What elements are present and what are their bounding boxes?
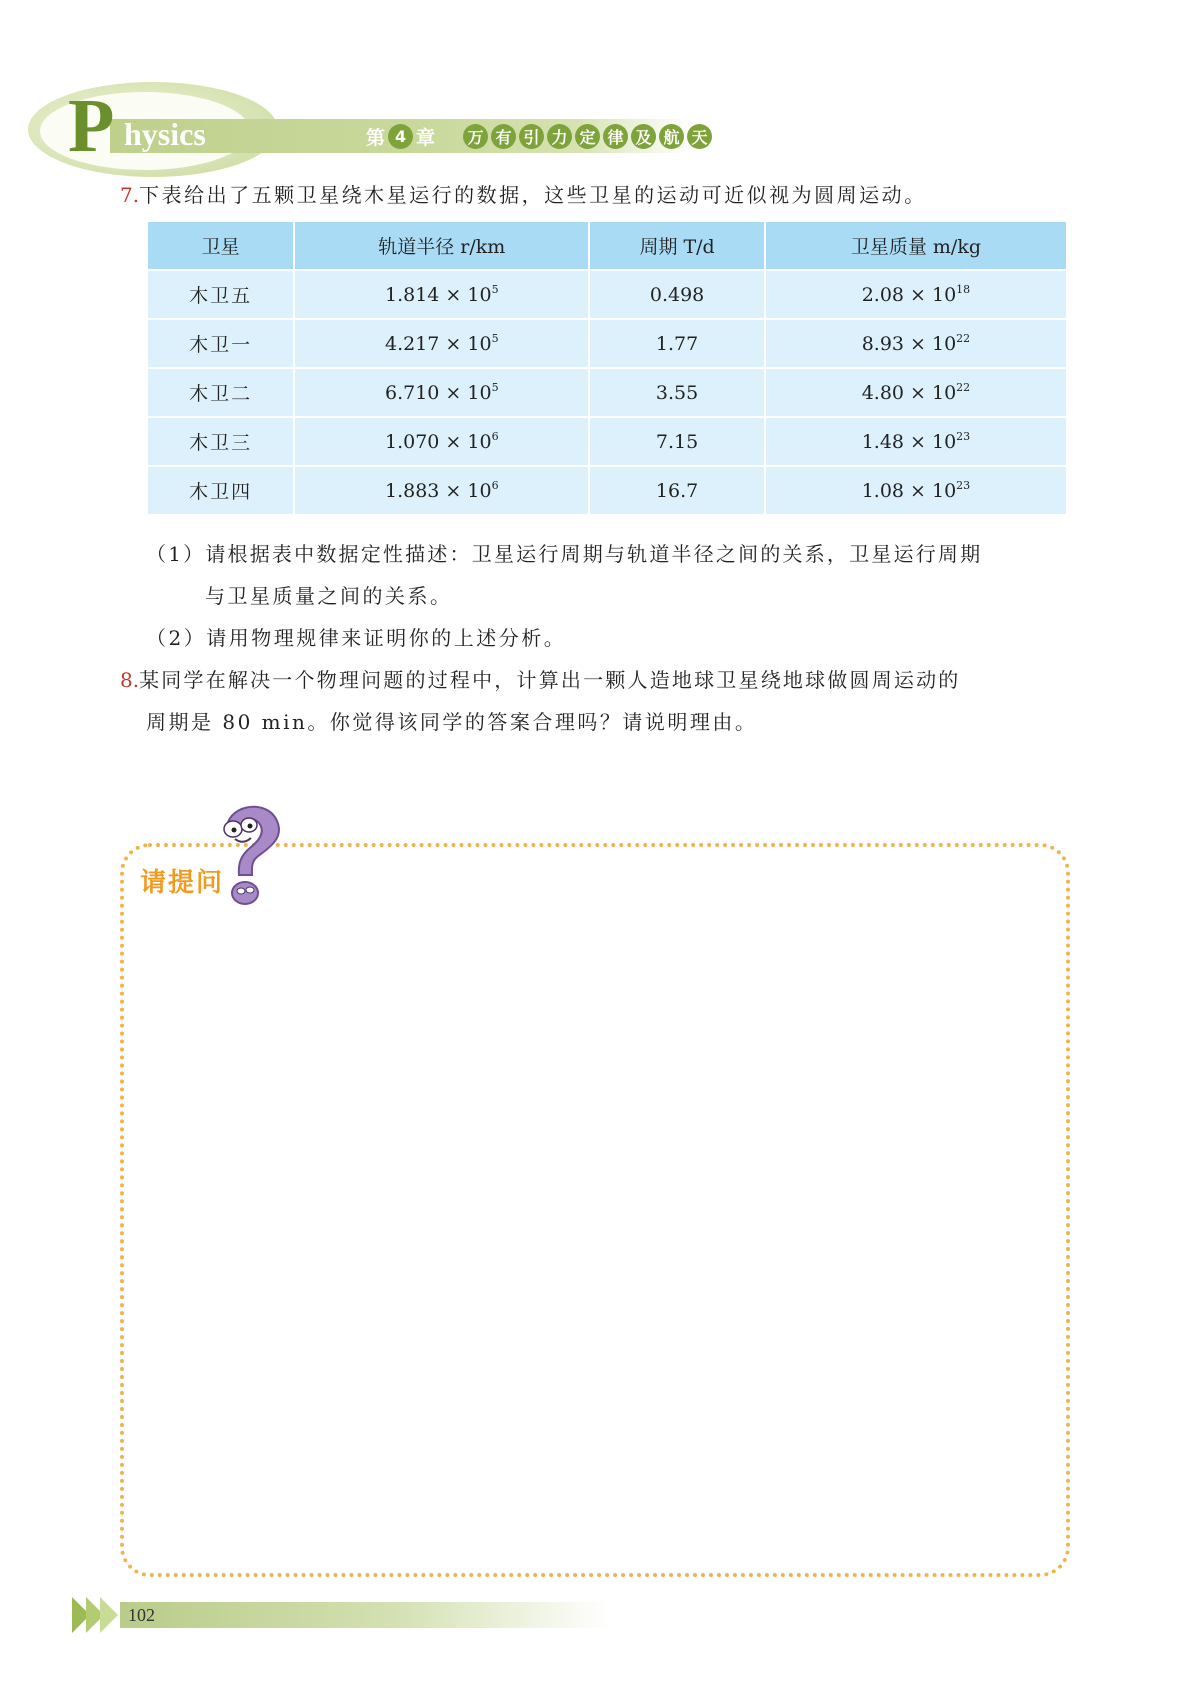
footer-band (120, 1602, 610, 1628)
satellite-name: 木卫五 (148, 271, 293, 318)
satellite-mass: $1.08 \times 10^{23}$ (766, 467, 1066, 514)
table-header-cell: 轨道半径 r/km (295, 222, 588, 269)
satellite-mass: $4.80 \times 10^{22}$ (766, 369, 1066, 416)
ask-question-box (120, 843, 1070, 1577)
logo-text: hysics (124, 116, 206, 152)
orbit-period: 0.498 (590, 271, 764, 318)
orbit-period: 7.15 (590, 418, 764, 465)
chapter-heading (366, 122, 712, 150)
orbit-radius: $4.217 \times 10^5$ (295, 320, 588, 367)
table-row (148, 271, 1066, 318)
chapter-title-char: 律 (603, 124, 628, 149)
table-header-cell: 卫星 (148, 222, 293, 269)
orbit-radius: $6.710 \times 10^5$ (295, 369, 588, 416)
logo-letter: P (68, 84, 115, 168)
question-mark-mascot-icon (205, 795, 295, 907)
chapter-title-char: 引 (519, 124, 544, 149)
orbit-radius: $1.070 \times 10^6$ (295, 418, 588, 465)
question-7 (120, 181, 927, 209)
table-header-row (148, 222, 1066, 269)
orbit-period: 16.7 (590, 467, 764, 514)
question-number: 8. (120, 668, 140, 692)
satellite-name: 木卫四 (148, 467, 293, 514)
ask-question-label: 请提问 (136, 862, 228, 899)
satellite-name: 木卫二 (148, 369, 293, 416)
chapter-title-char: 定 (575, 124, 600, 149)
orbit-radius: $1.883 \times 10^6$ (295, 467, 588, 514)
table-row (148, 369, 1066, 416)
satellite-mass: $1.48 \times 10^{23}$ (766, 418, 1066, 465)
page-number: 102 (128, 1605, 155, 1625)
question-7-part-2: （2）请用物理规律来证明你的上述分析。 (146, 626, 567, 650)
question-number: 7. (120, 183, 140, 207)
chapter-title-char: 航 (659, 124, 684, 149)
table-header-cell: 周期 T/d (590, 222, 764, 269)
orbit-period: 1.77 (590, 320, 764, 367)
table-row (148, 320, 1066, 367)
chapter-number: 4 (388, 124, 413, 149)
chapter-title-char: 力 (547, 124, 572, 149)
satellite-mass: $2.08 \times 10^{18}$ (766, 271, 1066, 318)
question-text: 下表给出了五颗卫星绕木星运行的数据，这些卫星的运动可近似视为圆周运动。 (139, 183, 927, 207)
question-7-part-1: （1）请根据表中数据定性描述：卫星运行周期与轨道半径之间的关系，卫星运行周期 (146, 542, 983, 566)
chapter-title-char: 万 (463, 124, 488, 149)
satellite-mass: $8.93 \times 10^{22}$ (766, 320, 1066, 367)
orbit-period: 3.55 (590, 369, 764, 416)
question-8-continued: 周期是 80 min。你觉得该同学的答案合理吗？请说明理由。 (146, 710, 758, 734)
satellite-data-table (146, 220, 1068, 516)
footer-arrows-icon (72, 1597, 120, 1633)
chapter-title-char: 及 (631, 124, 656, 149)
question-8 (120, 666, 961, 694)
table-row (148, 467, 1066, 514)
orbit-radius: $1.814 \times 10^5$ (295, 271, 588, 318)
table-row (148, 418, 1066, 465)
table-header-cell: 卫星质量 m/kg (766, 222, 1066, 269)
question-text: 某同学在解决一个物理问题的过程中，计算出一颗人造地球卫星绕地球做圆周运动的 (139, 668, 961, 692)
question-7-part-1-continued: 与卫星质量之间的关系。 (205, 584, 453, 608)
satellite-name: 木卫三 (148, 418, 293, 465)
chapter-suffix: 章 (416, 126, 436, 149)
chapter-title-char: 有 (491, 124, 516, 149)
chapter-prefix: 第 (366, 126, 386, 149)
satellite-name: 木卫一 (148, 320, 293, 367)
chapter-title-char: 天 (687, 124, 712, 149)
